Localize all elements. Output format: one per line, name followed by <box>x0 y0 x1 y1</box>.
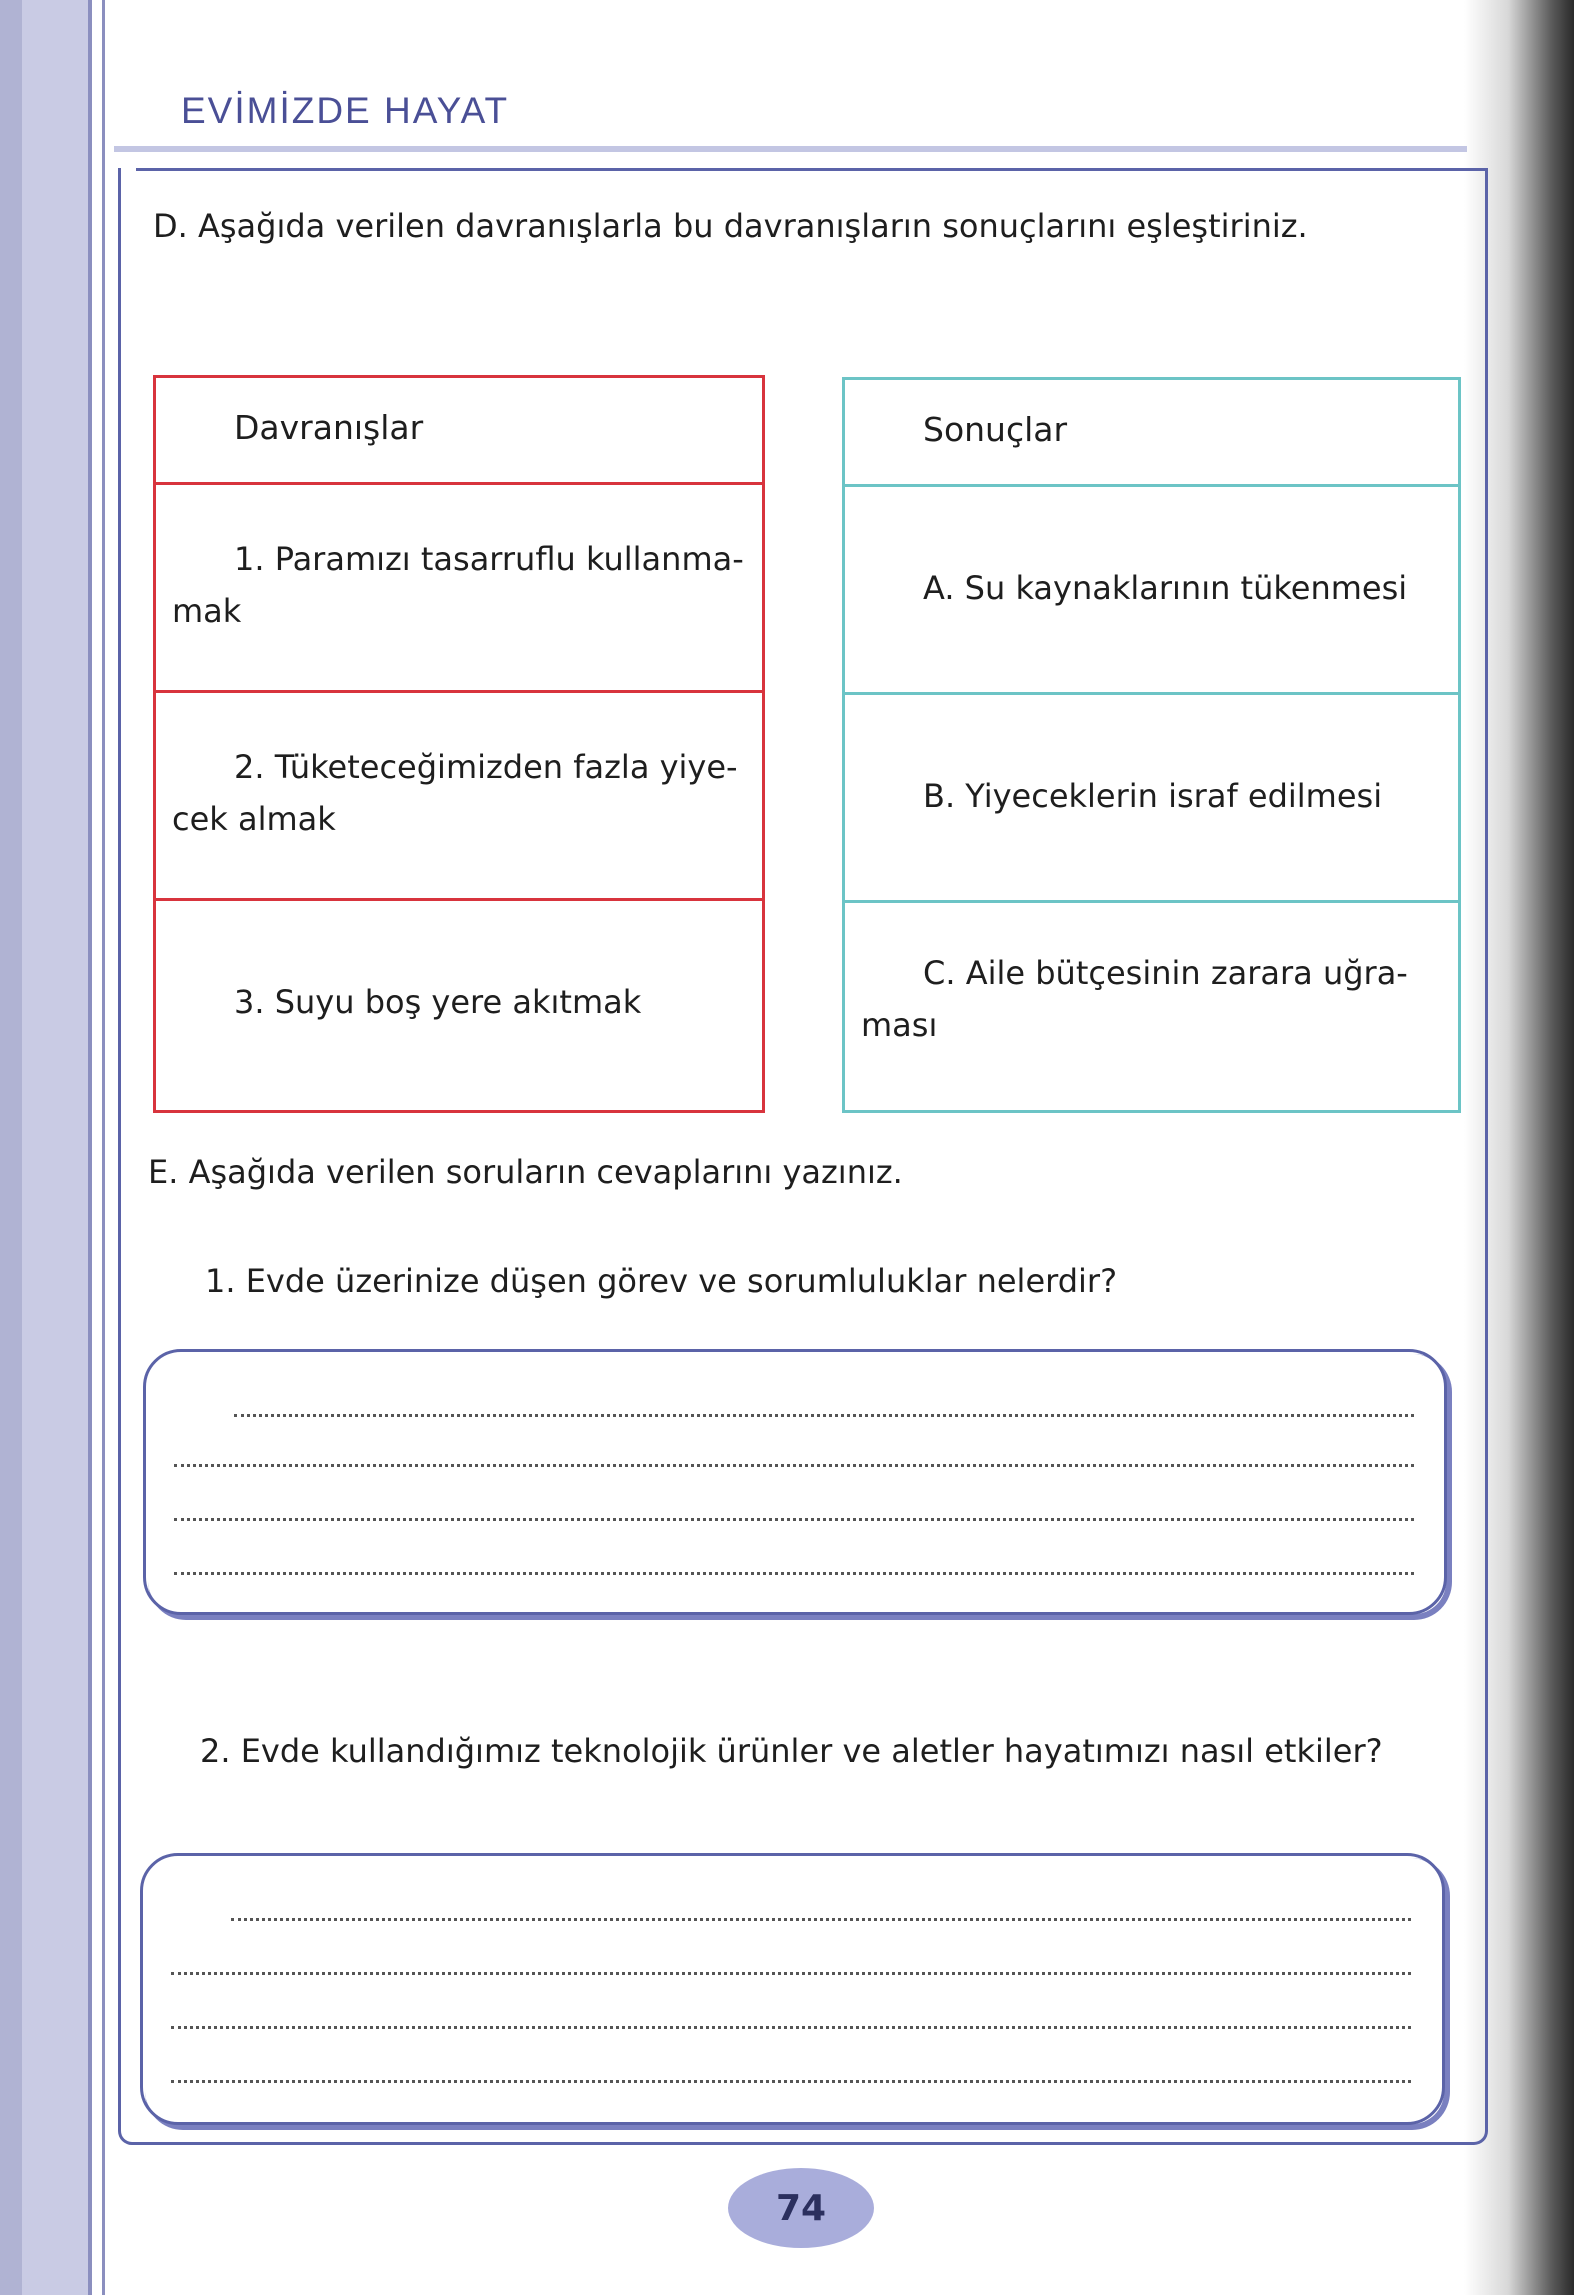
answer-line <box>231 1918 1411 1921</box>
result-text-line1: B. Yiyeceklerin israf edilmesi <box>923 777 1383 815</box>
section-e-heading: E. Aşağıda verilen soruların cevaplarını yazınız. <box>148 1153 903 1191</box>
answer-line <box>174 1518 1414 1521</box>
behavior-text-line1: 3. Suyu boş yere akıtmak <box>234 983 642 1021</box>
answer-line <box>174 1572 1414 1575</box>
behavior-row <box>156 898 762 1110</box>
left-margin-edge <box>0 0 22 2295</box>
answer-line <box>171 1972 1411 1975</box>
behavior-row <box>156 690 762 898</box>
behavior-text-line1: 2. Tüketeceğimizden fazla yiye- <box>234 748 738 786</box>
content-frame-top <box>136 168 1488 171</box>
behavior-text-line2: cek almak <box>172 800 336 838</box>
behaviors-title: Davranışlar <box>234 408 424 447</box>
result-row <box>845 484 1458 692</box>
answer-line <box>174 1464 1414 1467</box>
answer-box-2[interactable] <box>140 1853 1445 2125</box>
results-table <box>842 377 1461 1113</box>
page-number: 74 <box>728 2168 874 2248</box>
result-text-line1: C. Aile bütçesinin zarara uğra- <box>923 954 1408 992</box>
page-header-title: EVİMİZDE HAYAT <box>181 90 510 131</box>
answer-line <box>171 2080 1411 2083</box>
answer-box-1[interactable] <box>143 1349 1447 1615</box>
behavior-text-line1: 1. Paramızı tasarruflu kullanma- <box>234 540 744 578</box>
behavior-text-line2: mak <box>172 592 242 630</box>
result-text-line2: ması <box>861 1006 938 1044</box>
question-2: 2. Evde kullandığımız teknolojik ürünler ve aletler hayatımızı nasıl etkiler? <box>200 1732 1383 1770</box>
question-1: 1. Evde üzerinize düşen görev ve sorumluluklar nelerdir? <box>205 1262 1118 1300</box>
header-rule <box>114 146 1467 152</box>
answer-line <box>234 1414 1414 1417</box>
result-row <box>845 900 1458 1112</box>
section-d-heading: D. Aşağıda verilen davranışlarla bu davranışların sonuçlarını eşleştiriniz. <box>153 207 1308 245</box>
behaviors-table <box>153 375 765 1113</box>
behavior-row <box>156 482 762 690</box>
results-title: Sonuçlar <box>923 410 1068 449</box>
left-margin-line <box>88 0 92 2295</box>
result-row <box>845 692 1458 900</box>
left-margin-line <box>102 0 105 2295</box>
answer-line <box>171 2026 1411 2029</box>
result-text-line1: A. Su kaynaklarının tükenmesi <box>923 569 1408 607</box>
